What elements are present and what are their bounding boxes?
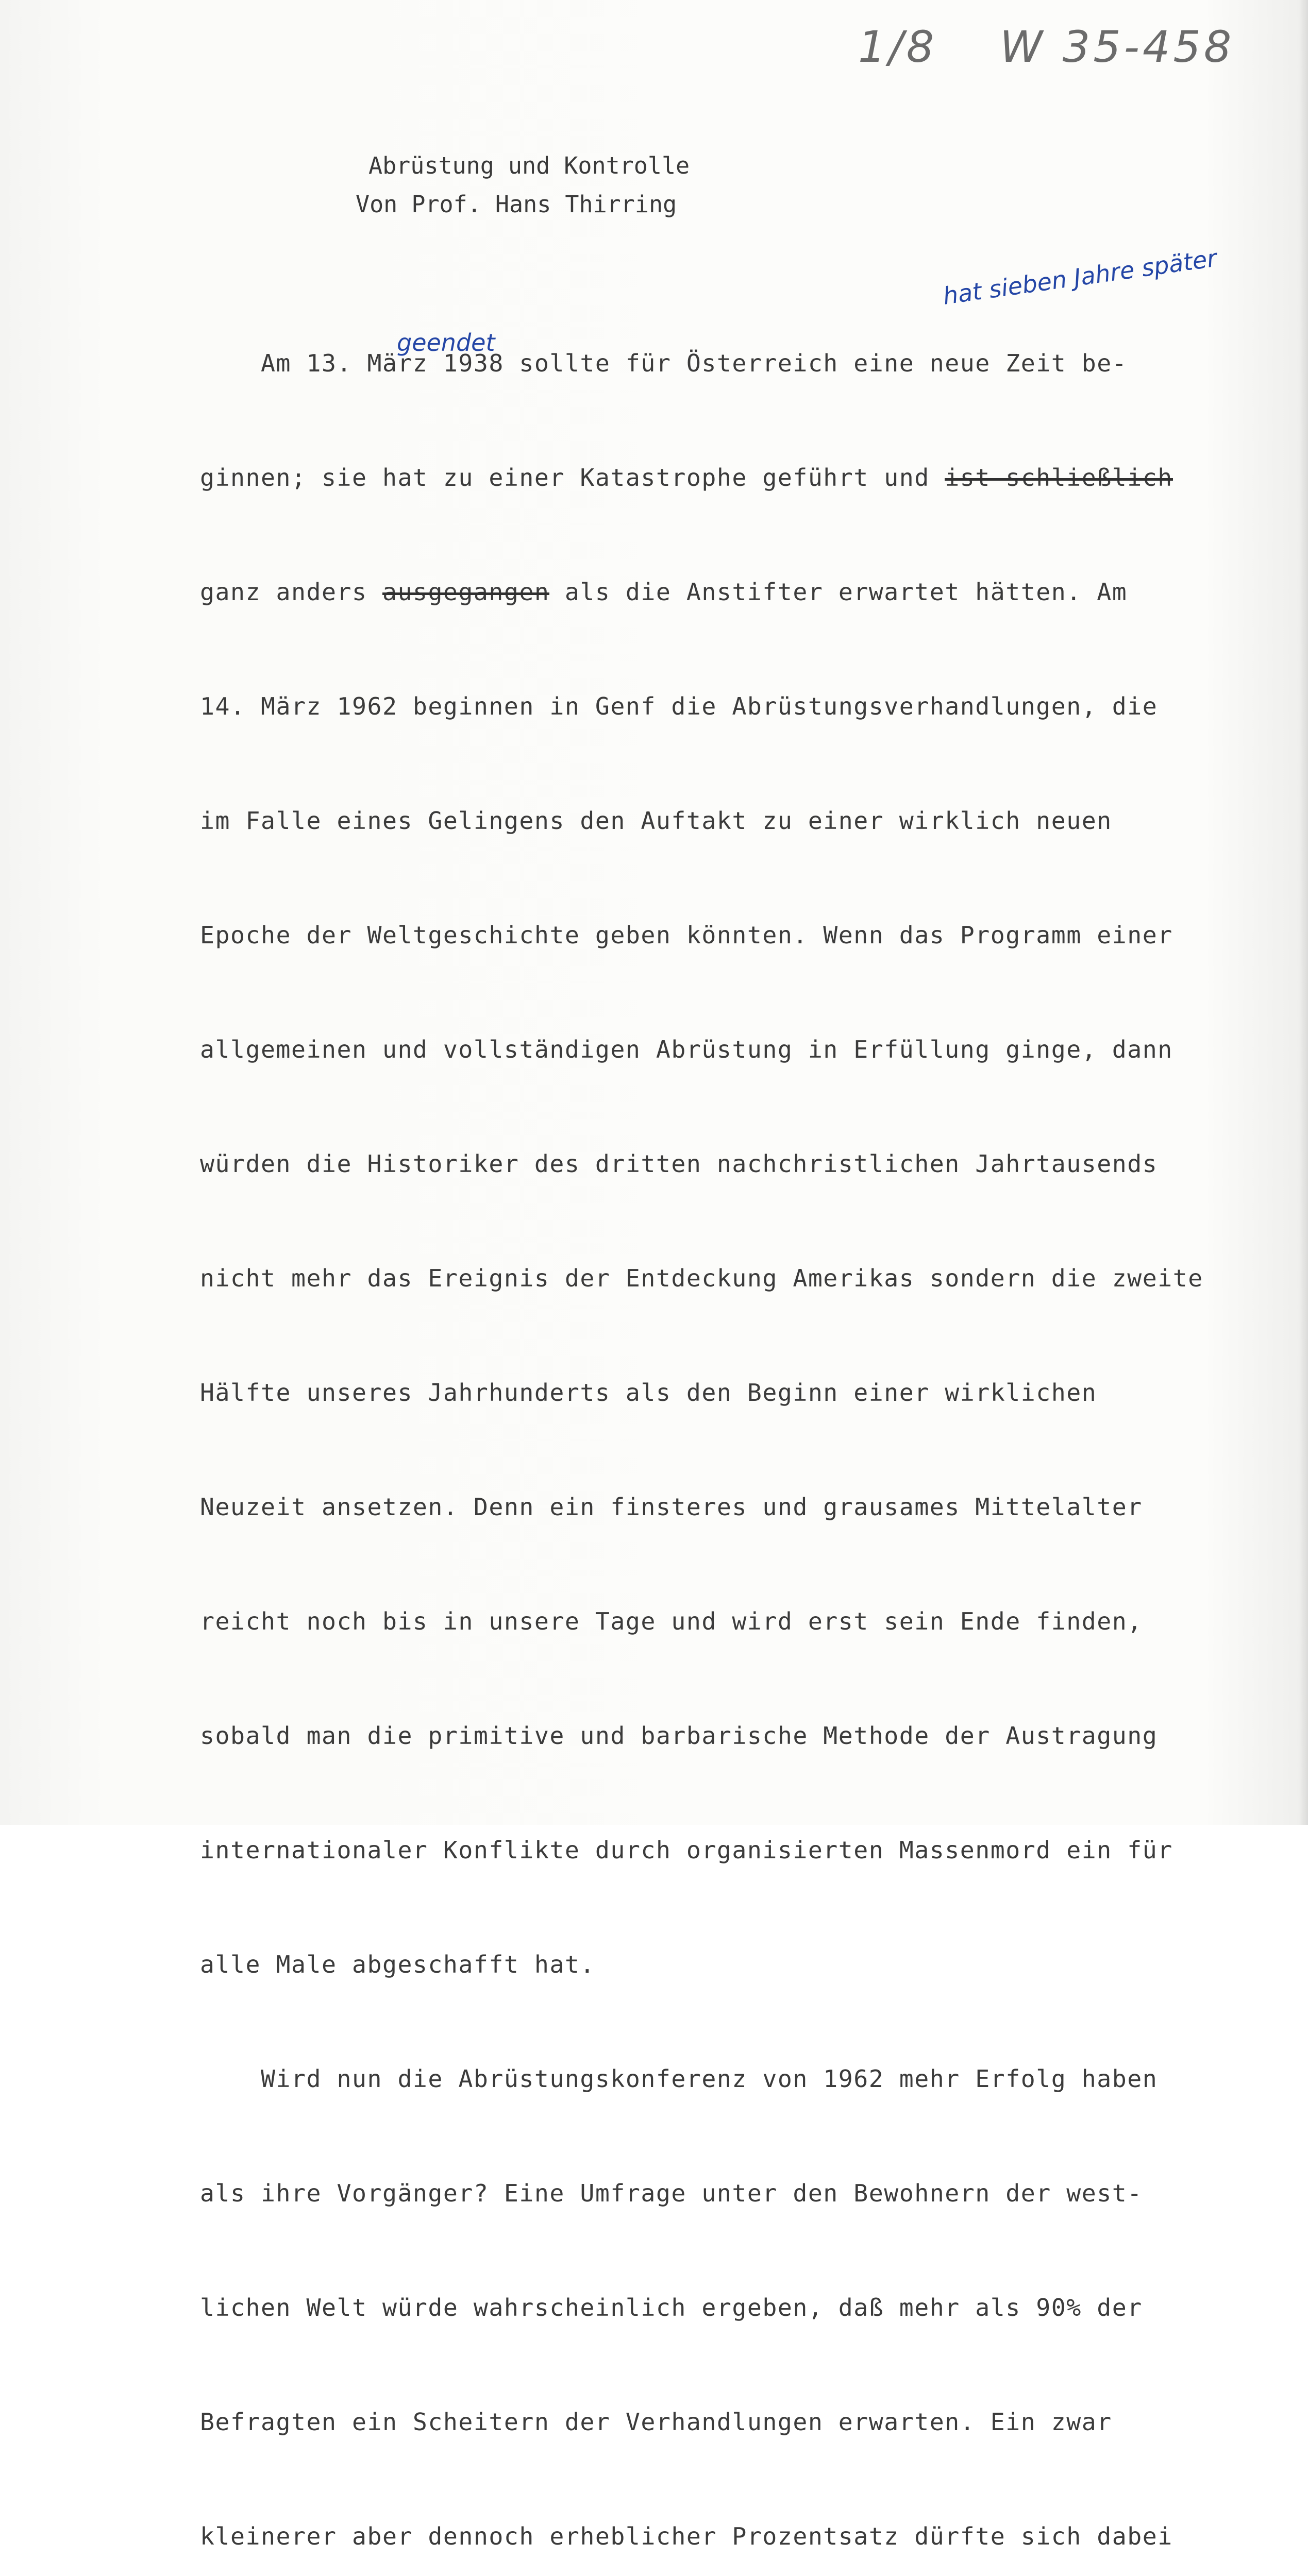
text-line: internationaler Konflikte durch organisierten Massenmord ein für xyxy=(200,1836,1173,1864)
text-line: reicht noch bis in unsere Tage und wird erst sein Ende finden, xyxy=(200,1607,1143,1635)
text-segment: ginnen; sie hat zu einer Katastrophe geführt und xyxy=(200,464,945,492)
text-line: Am 13. März 1938 sollte für Österreich eine neue Zeit be- xyxy=(200,349,1128,377)
text-line: sobald man die primitive und barbarische Methode der Austragung xyxy=(200,1722,1158,1750)
text-line: lichen Welt würde wahrscheinlich ergeben, daß mehr als 90% der xyxy=(200,2294,1143,2321)
text-line: Befragten ein Scheitern der Verhandlungen erwarten. Ein zwar xyxy=(200,2408,1112,2436)
text-line: im Falle eines Gelingens den Auftakt zu einer wirklich neuen xyxy=(200,807,1112,835)
text-line: würden die Historiker des dritten nachchristlichen Jahrtausends xyxy=(200,1150,1158,1178)
text-line: nicht mehr das Ereignis der Entdeckung Amerikas sondern die zweite xyxy=(200,1264,1203,1292)
page-edge-shadow xyxy=(1299,0,1308,1825)
body-text xyxy=(200,268,1203,2576)
text-segment: als die Anstifter erwartet hätten. Am xyxy=(549,578,1128,606)
handwritten-page-reference: 1/8 xyxy=(858,22,937,72)
handwritten-insertion-2: geendet xyxy=(397,329,495,357)
text-line: als ihre Vorgänger? Eine Umfrage unter den Bewohnern der west- xyxy=(200,2179,1143,2207)
struck-text: ist schließlich xyxy=(945,459,1172,497)
text-line: alle Male abgeschafft hat. xyxy=(200,1951,595,1978)
document-author: Von Prof. Hans Thirring xyxy=(356,191,677,218)
text-line: Neuzeit ansetzen. Denn ein finsteres und grausames Mittelalter xyxy=(200,1493,1143,1521)
text-line: Wird nun die Abrüstungskonferenz von 1962 mehr Erfolg haben xyxy=(200,2065,1158,2093)
text-line: 14. März 1962 beginnen in Genf die Abrüstungsverhandlungen, die xyxy=(200,692,1158,720)
text-line: Hälfte unseres Jahrhunderts als den Beginn einer wirklichen xyxy=(200,1379,1097,1406)
text-segment: ganz anders xyxy=(200,578,382,606)
text-line: kleinerer aber dennoch erheblicher Prozentsatz dürfte sich dabei xyxy=(200,2522,1173,2550)
handwritten-document-code: W 35-458 xyxy=(1000,22,1235,72)
document-title: Abrüstung und Kontrolle xyxy=(368,152,690,179)
text-line xyxy=(200,573,1203,611)
struck-text: ausgegangen xyxy=(382,573,549,611)
text-line: Epoche der Weltgeschichte geben könnten. Wenn das Programm einer xyxy=(200,921,1173,949)
text-line xyxy=(200,459,1203,497)
text-line: allgemeinen und vollständigen Abrüstung in Erfüllung ginge, dann xyxy=(200,1036,1173,1063)
handwritten-insertion-1: hat sieben Jahre später xyxy=(941,244,1219,310)
